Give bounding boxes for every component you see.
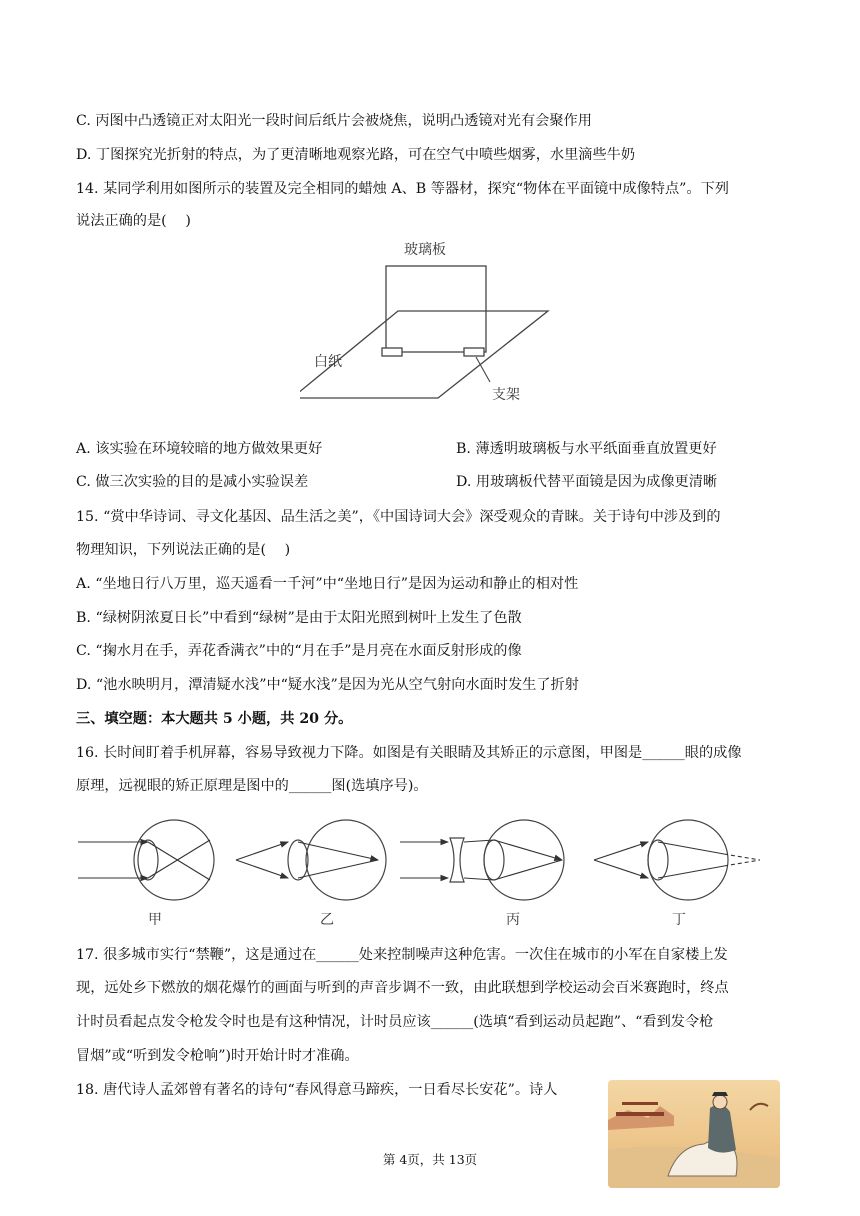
glass-plate-label: 玻璃板	[404, 242, 446, 258]
q14-stem-line1: 14. 某同学利用如图所示的装置及完全相同的蜡烛 A、B 等器材，探究“物体在平面镜中成像特点”。下列	[76, 181, 729, 197]
q15-option-d: D. “池水映明月，潭清疑水浅”中“疑水浅”是因为光从空气射向水面时发生了折射	[76, 677, 579, 693]
q17-line2: 现，远处乡下燃放的烟花爆竹的画面与听到的声音步调不一致，由此联想到学校运动会百米赛跑时，终点	[76, 980, 729, 996]
q15-option-b: B. “绿树阴浓夏日长”中看到“绿树”是由于太阳光照到树叶上发生了色散	[76, 610, 522, 626]
q16-line1: 16. 长时间盯着手机屏幕，容易导致视力下降。如图是有关眼睛及其矫正的示意图，甲图是______眼的成像	[76, 745, 742, 761]
q14-stem-line2: 说法正确的是( )	[76, 213, 191, 229]
poet-on-horse-illustration	[608, 1080, 780, 1188]
q14-option-a-text: A. 该实验在环境较暗的地方做效果更好	[76, 441, 323, 457]
stand-label: 支架	[492, 387, 520, 403]
q17-line4: 冒烟”或“听到发令枪响”)时开始计时才准确。	[76, 1048, 359, 1064]
page-footer: 第 4页，共 13页	[382, 1152, 478, 1167]
section-3-heading: 三、填空题：本大题共 5 小题，共 20 分。	[76, 711, 353, 727]
q17-line1: 17. 很多城市实行“禁鞭”，这是通过在______处来控制噪声这种危害。一次住在城市的小军在自家楼上发	[76, 947, 728, 963]
q16-line2: 原理，远视眼的矫正原理是图中的______图(选填序号)。	[76, 778, 428, 794]
label-yi: 乙	[320, 912, 334, 928]
q13-option-c: C. 丙图中凸透镜正对太阳光一段时间后纸片会被烧焦，说明凸透镜对光有会聚作用	[76, 113, 592, 129]
eye-diagram-bing	[400, 820, 564, 928]
label-ding: 丁	[672, 912, 686, 928]
glass-plate	[386, 266, 486, 352]
q14-option-c	[76, 472, 718, 492]
q13-option-d: D. 丁图探究光折射的特点，为了更清晰地观察光路，可在空气中喷些烟雾，水里滴些牛奶	[76, 147, 636, 163]
label-bing: 丙	[506, 912, 520, 928]
label-jia: 甲	[148, 912, 162, 928]
stand-right	[464, 348, 484, 356]
stand-left	[382, 348, 402, 356]
q15-option-c: C. “掬水月在手，弄花香满衣”中的“月在手”是月亮在水面反射形成的像	[76, 643, 522, 659]
eye-diagram-yi	[236, 820, 386, 928]
q18-line1: 18. 唐代诗人孟郊曾有著名的诗句“春风得意马蹄疾，一日看尽长安花”。诗人	[76, 1082, 558, 1098]
q14-option-b: B. 薄透明玻璃板与水平纸面垂直放置更好	[456, 441, 717, 457]
q15-stem-line2: 物理知识，下列说法正确的是( )	[76, 542, 291, 558]
mirror-experiment-figure	[300, 236, 560, 406]
white-paper-label: 白纸	[314, 354, 342, 370]
q14-option-c-text: C. 做三次实验的目的是减小实验误差	[76, 474, 309, 490]
q14-option-d: D. 用玻璃板代替平面镜是因为成像更清晰	[456, 474, 718, 490]
q15-stem-line1: 15. “赏中华诗词、寻文化基因、品生活之美”，《中国诗词大会》深受观众的青睐。关于诗句中涉及到的	[76, 509, 721, 525]
eye-diagrams-figure	[76, 812, 776, 934]
q14-option-a	[76, 439, 717, 459]
eye-diagram-ding	[594, 820, 760, 928]
eye-diagram-jia	[78, 820, 214, 928]
q17-line3: 计时员看起点发令枪发令时也是有这种情况，计时员应该______(选填“看到运动员起跑”、“看到发令枪	[76, 1014, 714, 1030]
q15-option-a: A. “坐地日行八万里，巡天遥看一千河”中“坐地日行”是因为运动和静止的相对性	[76, 576, 579, 592]
